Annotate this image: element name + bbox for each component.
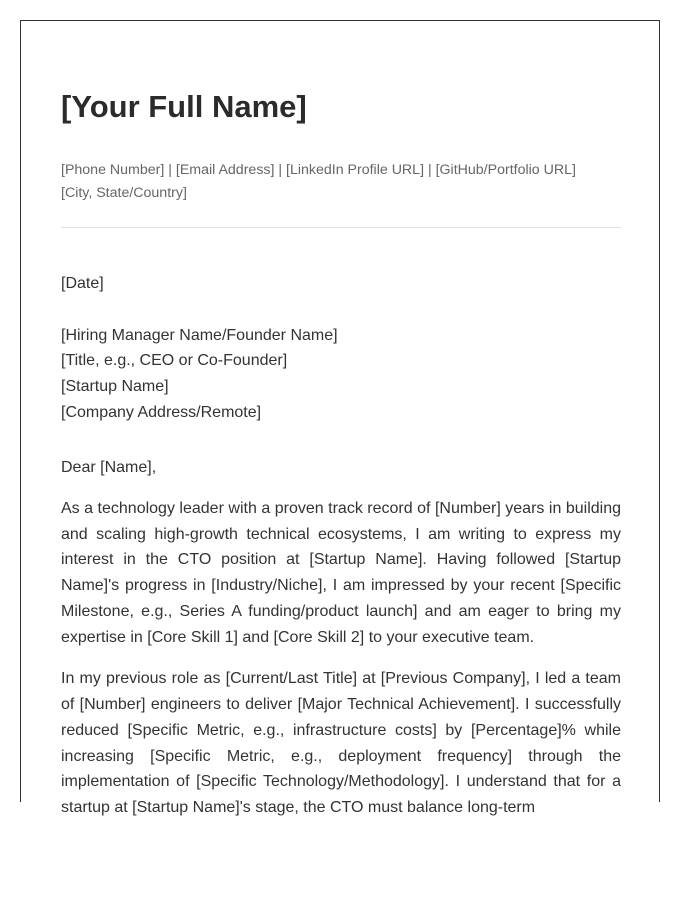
- body-paragraph: As a technology leader with a proven track record of [Number] years in building and scaling high-growth technical ecosystems, I am writing to express my interest in the CTO position at [Startup Name]. Having followed [Startup Name]'s progress in [Industry/Niche], I am impressed by your recent [Specific Milestone, e.g., Series A funding/product launch] and am eager to bring my expertise in [Core Skill 1] and [Core Skill 2] to your executive team.: [61, 499, 621, 646]
- recipient-block: [61, 323, 621, 426]
- letter-date: [Date]: [61, 275, 104, 292]
- contact-line: [Phone Number] | [Email Address] | [LinkedIn Profile URL] | [GitHub/Portfolio URL]: [61, 162, 576, 178]
- recipient-company: [Startup Name]: [61, 377, 169, 395]
- recipient-address: [Company Address/Remote]: [61, 403, 262, 421]
- recipient-name: [Hiring Manager Name/Founder Name]: [61, 326, 338, 344]
- salutation: Dear [Name],: [61, 459, 157, 477]
- header-divider: [61, 227, 621, 228]
- body-paragraph: In my previous role as [Current/Last Title] at [Previous Company], I led a team of [Number] engineers to deliver [Major Technical Achievement]. I successfully reduced [Specific Metric, e.g., infrastructure costs] by [Percentage]% while increasing [Specific Metric, e.g., deployment frequency] through the implementation of [Specific Technology/Methodology]. I understand that for a startup at [Startup Name]'s stage, the CTO must balance long-term: [61, 670, 621, 817]
- letter-content: [61, 85, 621, 837]
- recipient-title: [Title, e.g., CEO or Co-Founder]: [61, 352, 288, 370]
- contact-info: [61, 159, 621, 205]
- location-line: [City, State/Country]: [61, 185, 187, 201]
- sender-name: [Your Full Name]: [61, 89, 307, 124]
- document-page: [20, 20, 660, 817]
